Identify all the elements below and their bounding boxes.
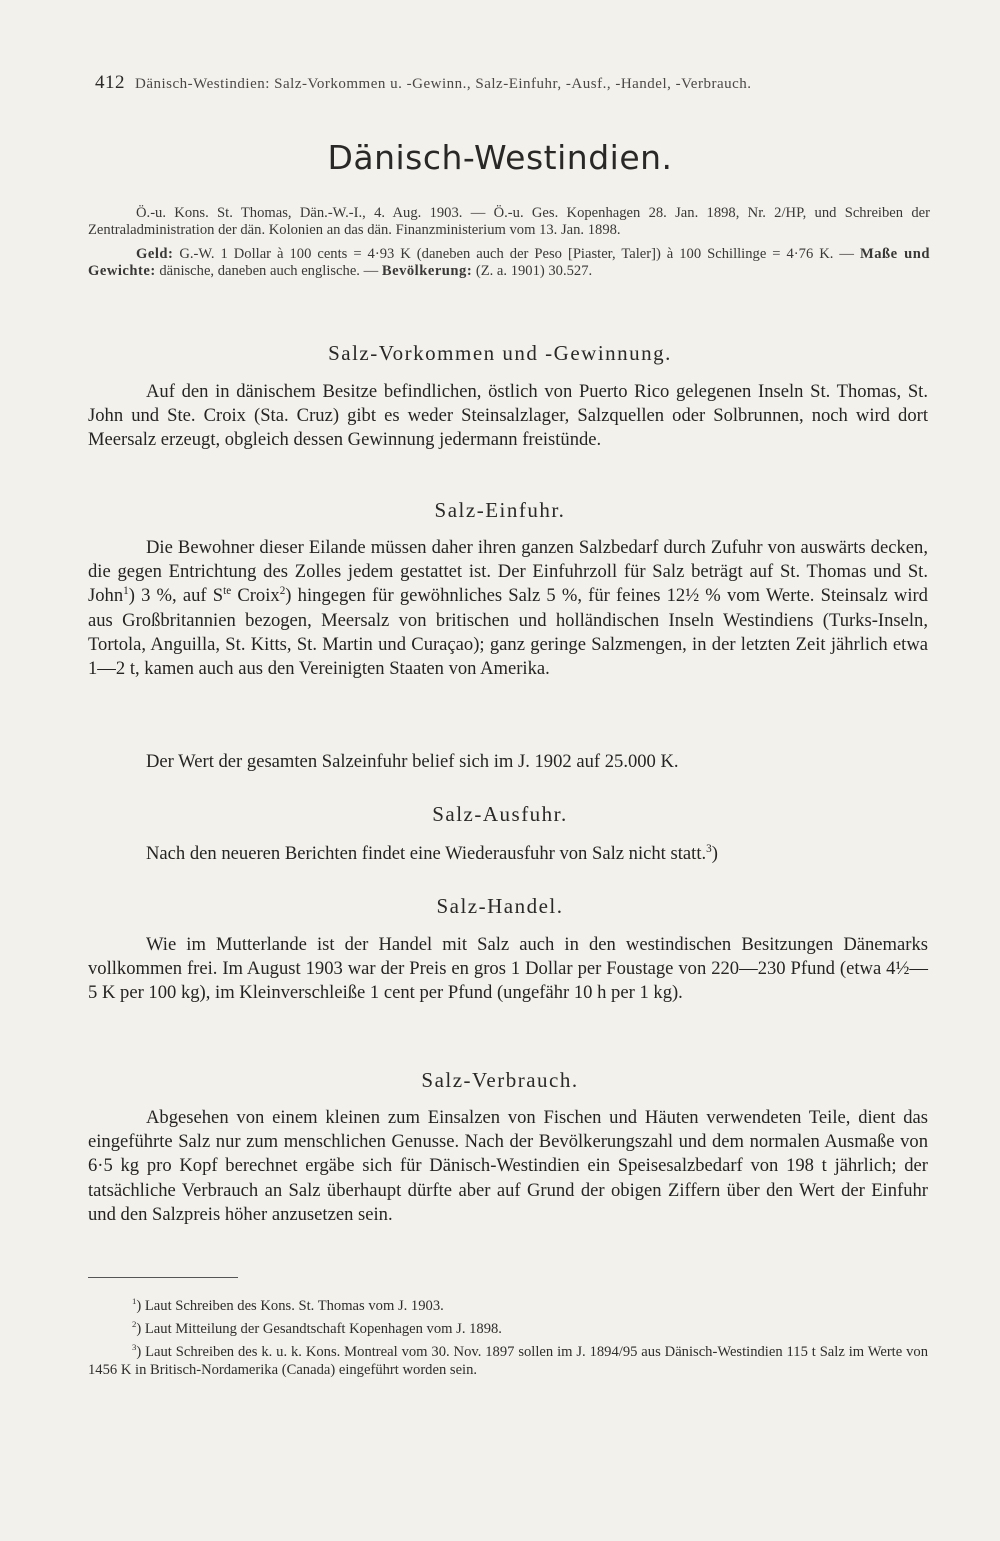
population-label: Bevölkerung: — [381, 263, 473, 279]
ausfuhr-text-end: ) — [711, 843, 718, 864]
geld-label: Geld: — [136, 246, 174, 262]
paragraph-vorkommen-text: Auf den in dänischem Besitze befindlichen, östlich von Puerto Rico gelegenen Inseln St. Thomas, St. John und Ste. Croix (Sta. Cruz) gibt es weder Steinsalzlager, Salzquellen oder Solbrunnen, noch wird dort Meersalz erzeugt, obgleich dessen Gewinnung jedermann freistünde. — [88, 381, 928, 451]
heading-einfuhr: Salz-Einfuhr. — [434, 498, 566, 522]
heading-handel: Salz-Handel. — [436, 894, 564, 918]
footnote-ref-1[interactable]: 1 — [123, 585, 129, 598]
einfuhr-value-text: Der Wert der gesamten Salzeinfuhr belief sich im J. 1902 auf 25.000 K. — [146, 751, 679, 772]
paragraph-einfuhr-value — [88, 750, 928, 774]
masse-label: Maße und Gewichte: — [88, 246, 930, 279]
verbrauch-text: Abgesehen von einem kleinen zum Einsalzen von Fischen und Häuten verwendeten Teile, dient das eingeführte Salz nur zum menschlichen Genusse. Nach der Bevölkerungszahl und dem normalen Ausmaße von 6·5 kg pro Kopf berechnet ergäbe sich für Dänisch-Westindien ein Speisesalzbedarf von 198 t jährlich; der tatsächliche Verbrauch an Salz überhaupt dürfte aber auf Grund der obigen Ziffern über den Wert der Einfuhr und den Salzpreis höher anzusetzen sein. — [88, 1107, 928, 1225]
meta-block — [88, 205, 930, 287]
running-title: Dänisch-Westindien: Salz-Vorkommen u. -Gewinn., Salz-Einfuhr, -Ausf., -Handel, -Verbrauch. — [135, 76, 752, 92]
einfuhr-text-c: Croix — [231, 585, 280, 607]
einfuhr-text-b: ) 3 %, auf S — [128, 585, 224, 607]
heading-verbrauch: Salz-Verbrauch. — [421, 1068, 579, 1092]
running-header — [95, 72, 910, 94]
currency-measures-population — [88, 246, 930, 280]
footnote-mark-3: 3 — [132, 1342, 137, 1353]
paragraph-handel — [88, 933, 928, 1006]
footnote-2-text: ) Laut Mitteilung der Gesandtschaft Kopenhagen vom J. 1898. — [136, 1321, 502, 1337]
handel-text: Wie im Mutterlande ist der Handel mit Salz auch in den westindischen Besitzungen Dänemarks vollkommen frei. Im August 1903 war der Preis en gros 1 Dollar per Foustage von 220—230 Pfund (etwa 4½—5 K per 100 kg), im Kleinverschleiße 1 cent per Pfund (ungefähr 10 h per 1 kg). — [88, 934, 928, 1004]
sources-note: Ö.-u. Kons. St. Thomas, Dän.-W.-I., 4. Aug. 1903. — Ö.-u. Ges. Kopenhagen 28. Jan. 1898, Nr. 2/HP, und Schreiben der Zentraladministration der dän. Kolonien an das dän. Finanzministerium vom 13. Jan. 1898. — [88, 205, 930, 238]
paragraph-ausfuhr — [88, 842, 928, 866]
population-text: (Z. a. 1901) 30.527. — [475, 263, 593, 279]
page-number: 412 — [95, 72, 125, 93]
heading-ausfuhr: Salz-Ausfuhr. — [432, 802, 568, 826]
ausfuhr-text: Nach den neueren Berichten findet eine Wiederausfuhr von Salz nicht statt. — [146, 843, 707, 864]
footnote-1 — [88, 1297, 928, 1315]
paragraph-einfuhr — [88, 536, 928, 681]
einfuhr-text-a: Die Bewohner dieser Eilande müssen daher ihren ganzen Salzbedarf durch Zufuhr von auswärts decken, die gegen Entrichtung des Zolles jedem gestattet ist. Der Einfuhrzoll für Salz beträgt auf St. Thomas und St. John — [88, 537, 928, 607]
footnote-mark-1: 1 — [132, 1296, 137, 1307]
footnote-ref-2[interactable]: 2 — [279, 585, 286, 598]
footnote-3-text: ) Laut Schreiben des k. u. k. Kons. Montreal vom 30. Nov. 1897 sollen im J. 1894/95 aus Dänisch-Westindien 115 t Salz im Werte von 1456 K in Britisch-Nordamerika (Canada) eingeführt worden sein. — [88, 1344, 928, 1378]
ste-superscript: te — [223, 585, 232, 598]
footnote-mark-2: 2 — [132, 1319, 137, 1330]
heading-vorkommen: Salz-Vorkommen und -Gewinnung. — [328, 341, 672, 365]
footnote-2 — [88, 1320, 928, 1338]
masse-text: dänische, daneben auch englische. — — [159, 263, 379, 279]
footnote-divider — [88, 1277, 238, 1278]
footnote-3 — [88, 1343, 928, 1379]
page-title: Dänisch-Westindien. — [327, 138, 673, 177]
paragraph-vorkommen — [88, 380, 928, 453]
footnote-1-text: ) Laut Schreiben des Kons. St. Thomas vom J. 1903. — [136, 1298, 444, 1314]
geld-text: G.-W. 1 Dollar à 100 cents = 4·93 K (daneben auch der Peso [Piaster, Taler]) à 100 Schillinge = 4·76 K. — — [179, 246, 854, 262]
paragraph-verbrauch — [88, 1106, 928, 1227]
footnote-ref-3[interactable]: 3 — [706, 842, 712, 855]
einfuhr-text-d: ) hingegen für gewöhnliches Salz 5 %, für feines 12½ % vom Werte. Steinsalz wird aus Großbritannien bezogen, Meersalz von britischen und holländischen Inseln Westindiens (Turks-Inseln, Tortola, Anguilla, St. Kitts, St. Martin und Curaçao); ganz geringe Salzmengen, in der letzten Zeit jährlich etwa 1—2 t, kamen auch aus den Vereinigten Staaten von Amerika. — [88, 585, 928, 680]
